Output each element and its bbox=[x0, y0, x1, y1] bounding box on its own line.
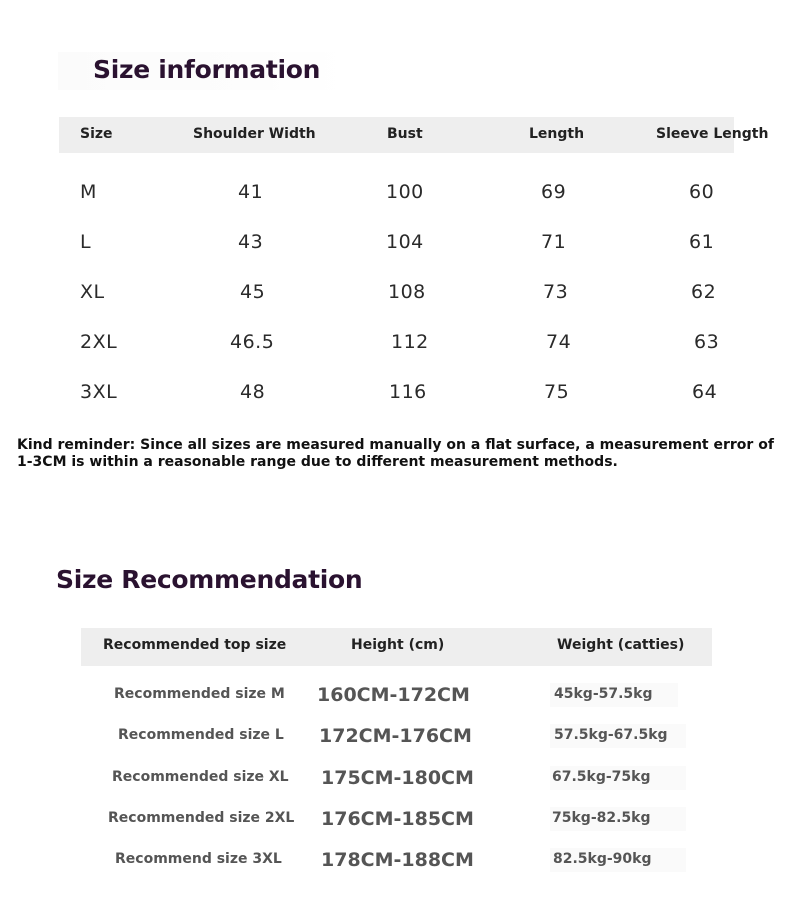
header-bust: Bust bbox=[387, 126, 423, 142]
table-row-size: L bbox=[80, 231, 92, 253]
table-row-shoulder: 45 bbox=[240, 281, 266, 303]
table-row-shoulder: 48 bbox=[240, 381, 266, 403]
table-row-length: 71 bbox=[541, 231, 567, 253]
table-row-sleeve: 60 bbox=[689, 181, 715, 203]
table-row-length: 69 bbox=[541, 181, 567, 203]
height-range: 172CM-176CM bbox=[319, 725, 472, 747]
header-sleeve-length: Sleeve Length bbox=[656, 126, 769, 142]
table-row-sleeve: 63 bbox=[694, 331, 720, 353]
table-row-bust: 116 bbox=[389, 381, 427, 403]
table-row-size: XL bbox=[80, 281, 105, 303]
weight-range: 57.5kg-67.5kg bbox=[554, 727, 668, 743]
weight-range: 45kg-57.5kg bbox=[554, 686, 653, 702]
recommended-size-label: Recommended size 2XL bbox=[108, 810, 295, 826]
table-row-size: 3XL bbox=[80, 381, 118, 403]
header-size: Size bbox=[80, 126, 113, 142]
table-row-sleeve: 61 bbox=[689, 231, 715, 253]
table-row-length: 75 bbox=[544, 381, 570, 403]
recommended-size-label: Recommended size XL bbox=[112, 769, 289, 785]
header-length: Length bbox=[529, 126, 585, 142]
recommended-size-label: Recommend size 3XL bbox=[115, 851, 282, 867]
size-recommendation-title: Size Recommendation bbox=[56, 565, 363, 594]
header-height: Height (cm) bbox=[351, 637, 445, 653]
height-range: 178CM-188CM bbox=[321, 849, 474, 871]
height-range: 175CM-180CM bbox=[321, 767, 474, 789]
recommended-size-label: Recommended size M bbox=[114, 686, 285, 702]
measurement-reminder: Kind reminder: Since all sizes are measured manually on a flat surface, a measurement error of 1-3CM is within a reasonable range due to different measurement methods. bbox=[17, 437, 774, 470]
table-row-shoulder: 46.5 bbox=[230, 331, 275, 353]
height-range: 176CM-185CM bbox=[321, 808, 474, 830]
table-row-length: 74 bbox=[546, 331, 572, 353]
table-row-length: 73 bbox=[543, 281, 569, 303]
weight-range: 82.5kg-90kg bbox=[553, 851, 652, 867]
table-row-bust: 108 bbox=[388, 281, 426, 303]
table-row-sleeve: 64 bbox=[692, 381, 718, 403]
height-range: 160CM-172CM bbox=[317, 684, 470, 706]
table-row-shoulder: 41 bbox=[238, 181, 264, 203]
recommended-size-label: Recommended size L bbox=[118, 727, 284, 743]
table-row-shoulder: 43 bbox=[238, 231, 264, 253]
table-row-size: 2XL bbox=[80, 331, 118, 353]
table-row-sleeve: 62 bbox=[691, 281, 717, 303]
size-information-title: Size information bbox=[93, 55, 321, 84]
header-shoulder-width: Shoulder Width bbox=[193, 126, 316, 142]
header-recommended-top-size: Recommended top size bbox=[103, 637, 287, 653]
weight-range: 67.5kg-75kg bbox=[552, 769, 651, 785]
table-row-bust: 112 bbox=[391, 331, 429, 353]
weight-range: 75kg-82.5kg bbox=[552, 810, 651, 826]
table-row-bust: 104 bbox=[386, 231, 424, 253]
table-row-size: M bbox=[80, 181, 97, 203]
table-row-bust: 100 bbox=[386, 181, 424, 203]
header-weight: Weight (catties) bbox=[557, 637, 685, 653]
